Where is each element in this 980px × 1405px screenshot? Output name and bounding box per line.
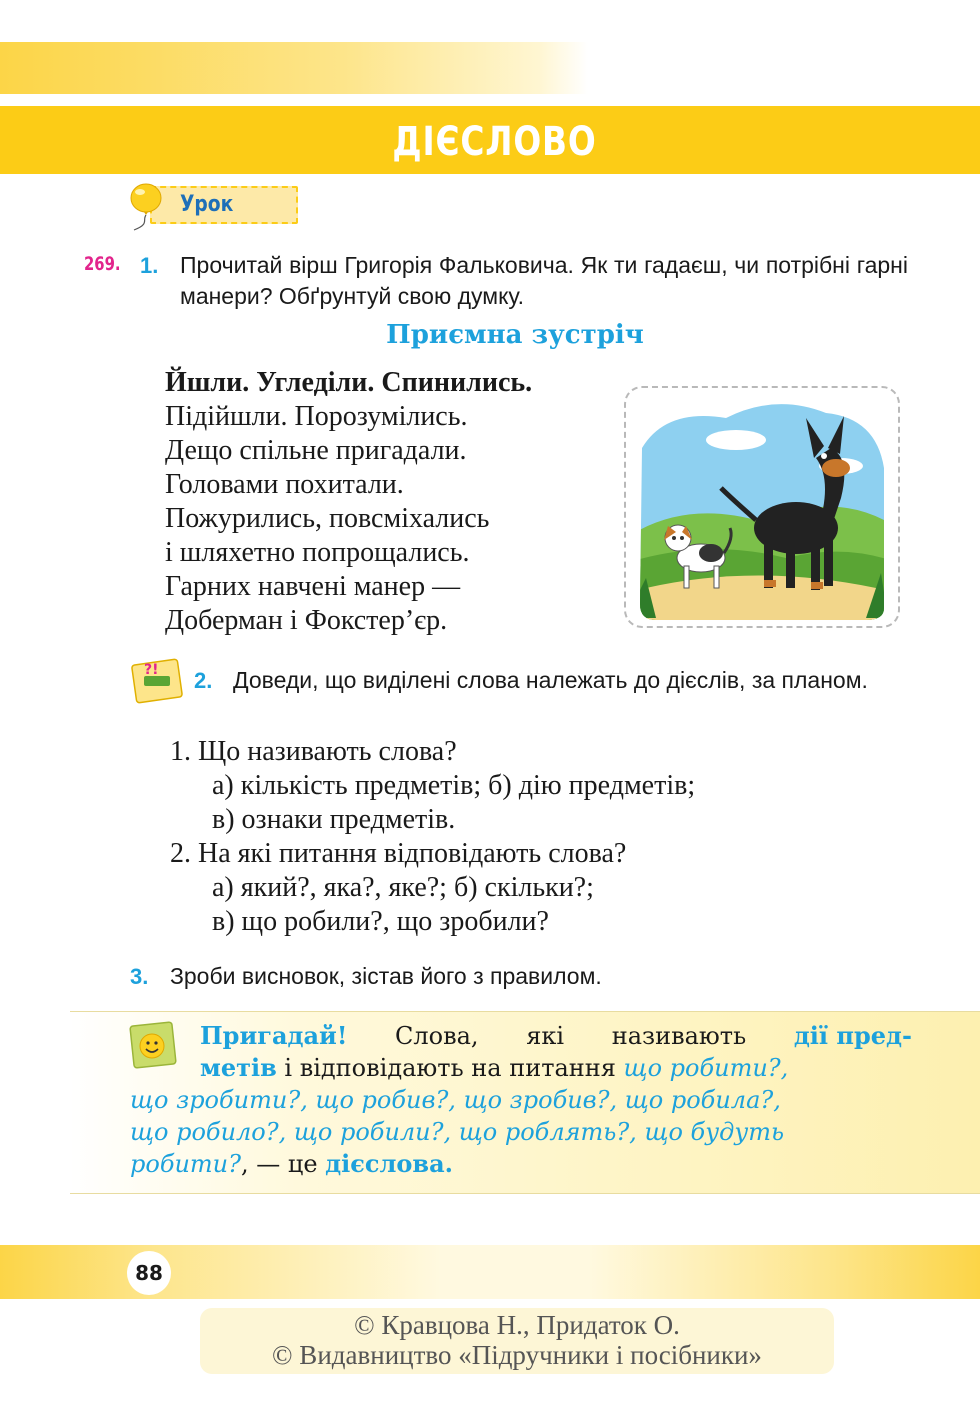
task-1-text: Прочитай вірш Григорія Фальковича. Як ти гадаєш, чи потрібні гарні манери? Обґрунтуй свою думку. [180, 252, 908, 309]
plan-option: в) що робили?, що зробили? [212, 906, 549, 937]
rule-word: Слова, [395, 1022, 479, 1050]
rule-word: називають [611, 1022, 747, 1050]
plan-question-2: 2. На які питання відповідають слова? [170, 838, 627, 869]
poem-title: Приємна зустріч [386, 320, 644, 350]
rule-question: робити? [130, 1150, 241, 1178]
poem-line: Гарних навчені манер — [165, 571, 461, 602]
rule-text [130, 1020, 912, 1180]
task-3-text: Зроби висновок, зістав його з правилом. [170, 963, 602, 989]
lesson-label: Урок [180, 192, 234, 217]
poem-line: Пожурились, повсміхались [165, 503, 490, 534]
rule-questions: що робило?, що робили?, що роблять?, що будуть [130, 1118, 785, 1146]
rule-lead: Пригадай! [200, 1021, 348, 1050]
question-card-icon [130, 654, 186, 704]
plan-option: а) кількість предметів; б) дію предметів; [212, 770, 696, 801]
poem [165, 366, 532, 638]
page-number: 88 [135, 1261, 163, 1285]
top-decor-band [0, 42, 980, 94]
plan-question-1: 1. Що називають слова? [170, 736, 457, 767]
balloon-icon [124, 180, 170, 232]
task-3-number: 3. [130, 964, 149, 989]
rule-term: дієслова. [325, 1149, 454, 1178]
task-2-text: Доведи, що виділені слова належать до дієслів, за планом. [233, 667, 868, 693]
copyright-line: © Кравцова Н., Придаток О. [354, 1310, 680, 1340]
poem-line: Дещо спільне пригадали. [165, 435, 467, 466]
task-1-number: 1. [140, 253, 159, 278]
rule-word: які [526, 1022, 565, 1050]
exercise-number: 269. [84, 253, 121, 275]
task-2-number: 2. [194, 668, 213, 693]
rule-question: що робити?, [623, 1054, 789, 1082]
poem-line: Підійшли. Порозумілись. [165, 401, 468, 432]
poem-line: Доберман і Фокстер’єр. [165, 605, 448, 636]
plan-option: в) ознаки предметів. [212, 804, 456, 835]
svg-text:?!: ?! [144, 662, 159, 678]
rule-highlight: метів [200, 1053, 277, 1082]
poem-line: і шляхетно попрощались. [165, 537, 470, 568]
rule-text-part: , — це [241, 1150, 326, 1178]
page-title: ДІЄСЛОВО [392, 119, 597, 165]
poem-line: Йшли. Угледіли. Спинились. [165, 367, 533, 398]
rule-highlight: дії пред- [793, 1021, 912, 1050]
rule-text-part: і відповідають на питання [276, 1054, 624, 1082]
plan-list [170, 735, 695, 939]
plan-option: а) який?, яка?, яке?; б) скільки?; [212, 872, 594, 903]
dogs-illustration [626, 388, 898, 626]
copyright-line: © Видавництво «Підручники і посібники» [272, 1340, 762, 1370]
illustration-frame [624, 386, 900, 628]
poem-line: Головами похитали. [165, 469, 404, 500]
copyright [200, 1310, 834, 1370]
rule-questions: що зробити?, що робив?, що зробив?, що робила?, [130, 1086, 781, 1114]
